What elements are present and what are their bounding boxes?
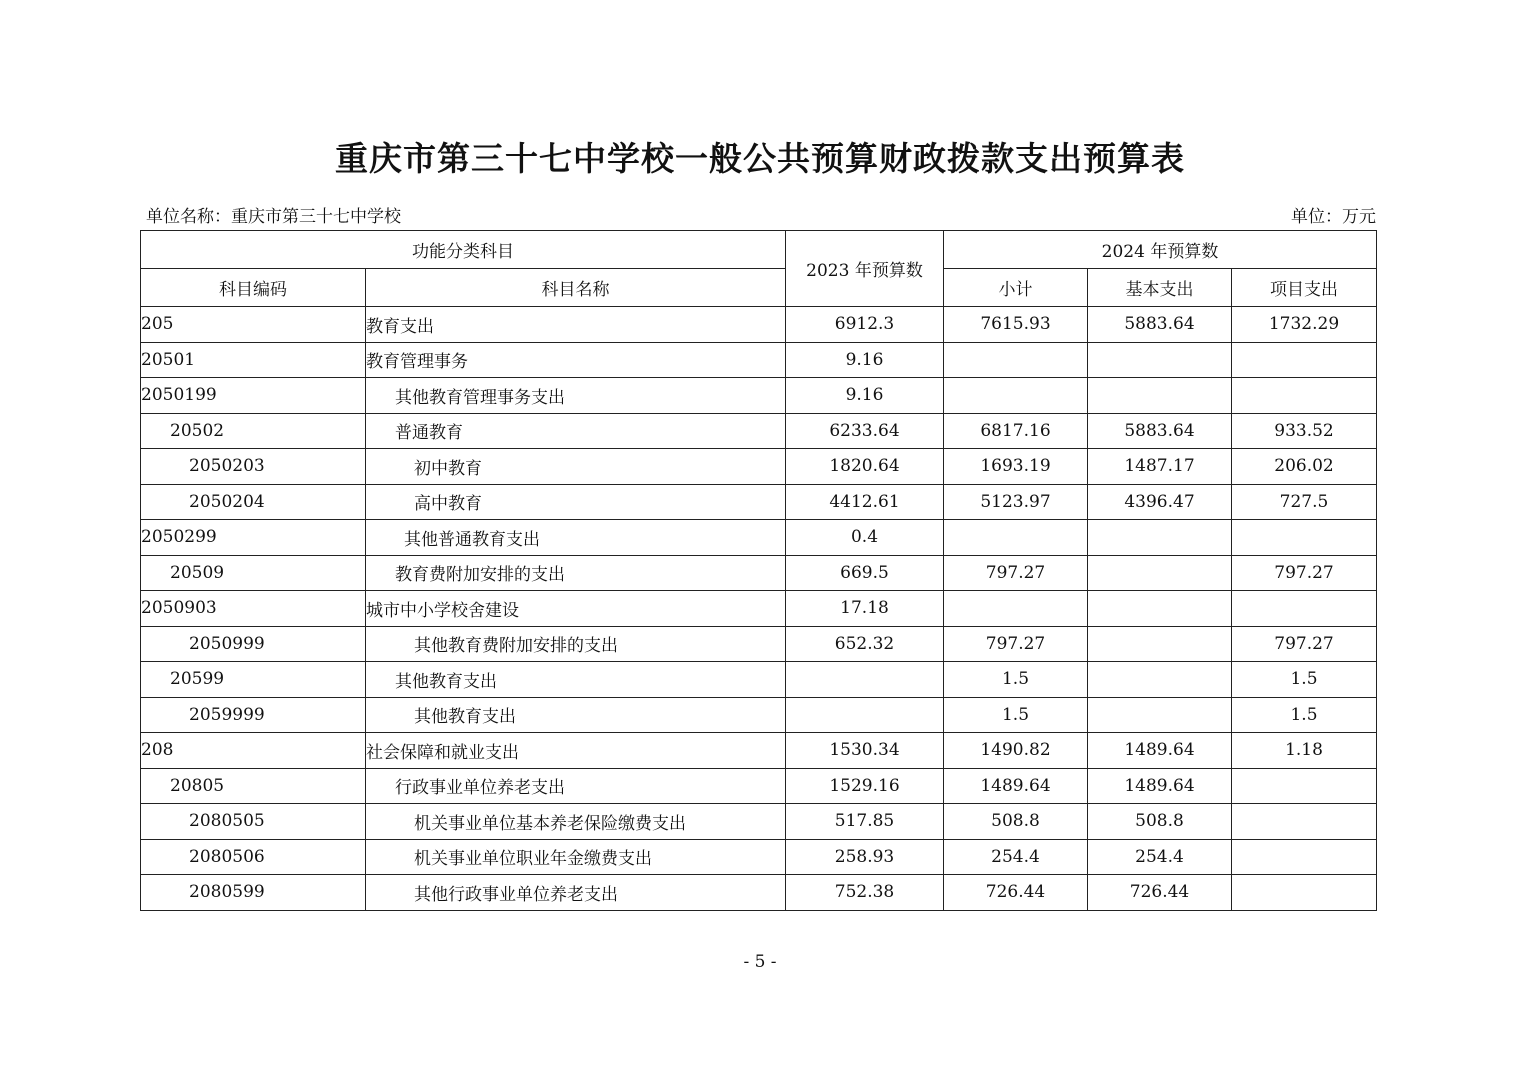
header-subtotal: 小计 bbox=[944, 269, 1088, 307]
cell-budget-2023: 6233.64 bbox=[786, 413, 944, 449]
cell-project bbox=[1232, 520, 1377, 556]
table-row bbox=[141, 555, 1377, 591]
cell-budget-2023: 652.32 bbox=[786, 626, 944, 662]
cell-subtotal: 1.5 bbox=[944, 662, 1088, 698]
budget-table bbox=[140, 230, 1377, 911]
cell-basic bbox=[1088, 662, 1232, 698]
cell-code: 20501 bbox=[141, 342, 366, 378]
cell-name: 其他教育费附加安排的支出 bbox=[366, 626, 786, 662]
cell-name: 教育费附加安排的支出 bbox=[366, 555, 786, 591]
cell-code: 205 bbox=[141, 307, 366, 343]
table-meta bbox=[146, 205, 1376, 229]
cell-budget-2023 bbox=[786, 662, 944, 698]
cell-subtotal: 797.27 bbox=[944, 555, 1088, 591]
cell-name: 社会保障和就业支出 bbox=[366, 733, 786, 769]
header-project: 项目支出 bbox=[1232, 269, 1377, 307]
cell-name: 高中教育 bbox=[366, 484, 786, 520]
cell-code: 2050299 bbox=[141, 520, 366, 556]
cell-budget-2023: 17.18 bbox=[786, 591, 944, 627]
cell-basic bbox=[1088, 378, 1232, 414]
table-row bbox=[141, 733, 1377, 769]
table-row bbox=[141, 626, 1377, 662]
currency-unit: 单位：万元 bbox=[1291, 207, 1376, 227]
cell-project: 797.27 bbox=[1232, 626, 1377, 662]
header-function-class: 功能分类科目 bbox=[141, 231, 786, 269]
cell-basic bbox=[1088, 342, 1232, 378]
table-row bbox=[141, 697, 1377, 733]
cell-name: 其他教育支出 bbox=[366, 697, 786, 733]
cell-subtotal: 254.4 bbox=[944, 839, 1088, 875]
cell-subtotal: 1490.82 bbox=[944, 733, 1088, 769]
cell-subtotal: 797.27 bbox=[944, 626, 1088, 662]
cell-subtotal: 726.44 bbox=[944, 875, 1088, 911]
cell-code: 20805 bbox=[141, 768, 366, 804]
cell-basic bbox=[1088, 555, 1232, 591]
cell-budget-2023: 752.38 bbox=[786, 875, 944, 911]
cell-budget-2023: 1820.64 bbox=[786, 449, 944, 485]
cell-project bbox=[1232, 591, 1377, 627]
cell-name: 教育支出 bbox=[366, 307, 786, 343]
table-row bbox=[141, 768, 1377, 804]
cell-subtotal: 5123.97 bbox=[944, 484, 1088, 520]
cell-project: 933.52 bbox=[1232, 413, 1377, 449]
cell-name: 其他行政事业单位养老支出 bbox=[366, 875, 786, 911]
cell-basic: 1489.64 bbox=[1088, 768, 1232, 804]
header-name: 科目名称 bbox=[366, 269, 786, 307]
header-budget-2023: 2023 年预算数 bbox=[786, 231, 944, 307]
cell-code: 2050999 bbox=[141, 626, 366, 662]
cell-budget-2023: 9.16 bbox=[786, 378, 944, 414]
cell-project bbox=[1232, 875, 1377, 911]
cell-code: 2080599 bbox=[141, 875, 366, 911]
cell-budget-2023: 1529.16 bbox=[786, 768, 944, 804]
cell-code: 2059999 bbox=[141, 697, 366, 733]
cell-project bbox=[1232, 839, 1377, 875]
header-row-2 bbox=[141, 269, 1377, 307]
header-budget-2024: 2024 年预算数 bbox=[944, 231, 1377, 269]
cell-subtotal: 508.8 bbox=[944, 804, 1088, 840]
cell-subtotal bbox=[944, 342, 1088, 378]
cell-project: 206.02 bbox=[1232, 449, 1377, 485]
cell-project: 797.27 bbox=[1232, 555, 1377, 591]
cell-code: 2050903 bbox=[141, 591, 366, 627]
cell-name: 其他教育支出 bbox=[366, 662, 786, 698]
cell-budget-2023: 6912.3 bbox=[786, 307, 944, 343]
cell-project bbox=[1232, 342, 1377, 378]
cell-basic bbox=[1088, 626, 1232, 662]
cell-subtotal: 7615.93 bbox=[944, 307, 1088, 343]
cell-project: 1.5 bbox=[1232, 662, 1377, 698]
cell-name: 初中教育 bbox=[366, 449, 786, 485]
table-row bbox=[141, 484, 1377, 520]
cell-subtotal bbox=[944, 520, 1088, 556]
table-row bbox=[141, 413, 1377, 449]
cell-basic: 5883.64 bbox=[1088, 307, 1232, 343]
table-row bbox=[141, 449, 1377, 485]
cell-budget-2023: 4412.61 bbox=[786, 484, 944, 520]
table-row bbox=[141, 662, 1377, 698]
cell-subtotal: 1.5 bbox=[944, 697, 1088, 733]
cell-budget-2023: 669.5 bbox=[786, 555, 944, 591]
cell-budget-2023 bbox=[786, 697, 944, 733]
cell-subtotal: 1693.19 bbox=[944, 449, 1088, 485]
table-row bbox=[141, 875, 1377, 911]
table-row bbox=[141, 342, 1377, 378]
table-row bbox=[141, 378, 1377, 414]
cell-project bbox=[1232, 768, 1377, 804]
cell-code: 20509 bbox=[141, 555, 366, 591]
cell-basic: 254.4 bbox=[1088, 839, 1232, 875]
header-basic: 基本支出 bbox=[1088, 269, 1232, 307]
cell-project: 1.18 bbox=[1232, 733, 1377, 769]
cell-budget-2023: 1530.34 bbox=[786, 733, 944, 769]
cell-basic: 508.8 bbox=[1088, 804, 1232, 840]
header-code: 科目编码 bbox=[141, 269, 366, 307]
cell-code: 2080506 bbox=[141, 839, 366, 875]
cell-basic: 1489.64 bbox=[1088, 733, 1232, 769]
page-number: - 5 - bbox=[743, 952, 777, 972]
cell-basic bbox=[1088, 591, 1232, 627]
cell-budget-2023: 0.4 bbox=[786, 520, 944, 556]
table-row bbox=[141, 804, 1377, 840]
cell-basic: 726.44 bbox=[1088, 875, 1232, 911]
table-row bbox=[141, 839, 1377, 875]
cell-code: 2050199 bbox=[141, 378, 366, 414]
cell-subtotal: 6817.16 bbox=[944, 413, 1088, 449]
cell-basic: 4396.47 bbox=[1088, 484, 1232, 520]
cell-name: 其他教育管理事务支出 bbox=[366, 378, 786, 414]
cell-project: 1.5 bbox=[1232, 697, 1377, 733]
cell-name: 城市中小学校舍建设 bbox=[366, 591, 786, 627]
cell-code: 208 bbox=[141, 733, 366, 769]
cell-subtotal: 1489.64 bbox=[944, 768, 1088, 804]
cell-budget-2023: 258.93 bbox=[786, 839, 944, 875]
cell-code: 2050203 bbox=[141, 449, 366, 485]
cell-name: 其他普通教育支出 bbox=[366, 520, 786, 556]
cell-budget-2023: 517.85 bbox=[786, 804, 944, 840]
table-row bbox=[141, 307, 1377, 343]
cell-name: 普通教育 bbox=[366, 413, 786, 449]
table-row bbox=[141, 591, 1377, 627]
cell-code: 20599 bbox=[141, 662, 366, 698]
cell-basic bbox=[1088, 520, 1232, 556]
cell-budget-2023: 9.16 bbox=[786, 342, 944, 378]
cell-basic: 5883.64 bbox=[1088, 413, 1232, 449]
cell-subtotal bbox=[944, 378, 1088, 414]
cell-project: 1732.29 bbox=[1232, 307, 1377, 343]
cell-basic bbox=[1088, 697, 1232, 733]
unit-name: 单位名称：重庆市第三十七中学校 bbox=[146, 207, 401, 227]
page-title: 重庆市第三十七中学校一般公共预算财政拨款支出预算表 bbox=[335, 139, 1185, 178]
cell-name: 机关事业单位职业年金缴费支出 bbox=[366, 839, 786, 875]
cell-code: 20502 bbox=[141, 413, 366, 449]
cell-project: 727.5 bbox=[1232, 484, 1377, 520]
header-row-1 bbox=[141, 231, 1377, 269]
cell-code: 2050204 bbox=[141, 484, 366, 520]
cell-basic: 1487.17 bbox=[1088, 449, 1232, 485]
cell-project bbox=[1232, 378, 1377, 414]
cell-name: 机关事业单位基本养老保险缴费支出 bbox=[366, 804, 786, 840]
cell-code: 2080505 bbox=[141, 804, 366, 840]
table-row bbox=[141, 520, 1377, 556]
cell-project bbox=[1232, 804, 1377, 840]
cell-name: 行政事业单位养老支出 bbox=[366, 768, 786, 804]
cell-name: 教育管理事务 bbox=[366, 342, 786, 378]
cell-subtotal bbox=[944, 591, 1088, 627]
